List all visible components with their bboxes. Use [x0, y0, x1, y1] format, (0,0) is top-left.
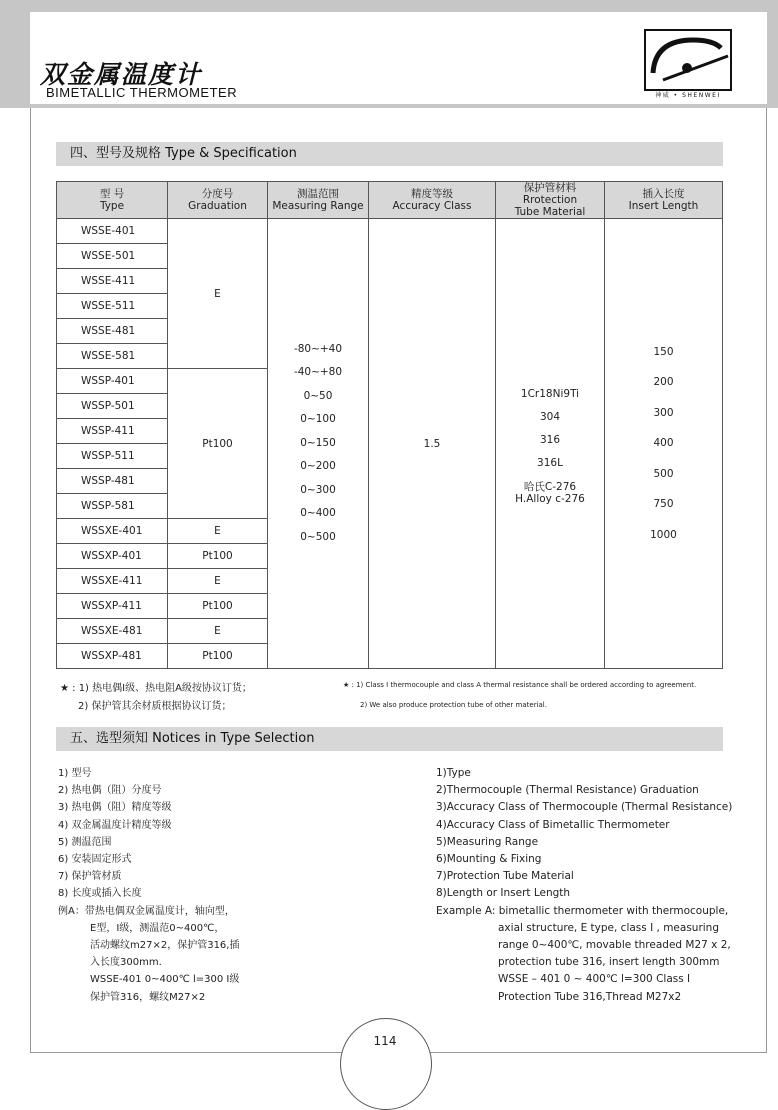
list-item: 5)Measuring Range [436, 835, 539, 848]
notice-list-cn [58, 765, 239, 1006]
note-cn-1: ★ : 1) 热电偶Ⅰ级、热电阻A级按协议订货； [60, 683, 252, 694]
list-item: 6) 安装固定形式 [58, 854, 132, 866]
length-value: 750 [653, 498, 674, 511]
notice-list-en [436, 765, 732, 1006]
type-cell: WSSP-411 [57, 419, 168, 444]
graduation-cell: E [168, 219, 268, 369]
type-cell: WSSXE-481 [57, 619, 168, 644]
type-cell: WSSE-481 [57, 319, 168, 344]
section-title-notices: 五、选型须知 Notices in Type Selection [70, 731, 315, 746]
range-value: 0~300 [300, 483, 336, 496]
type-cell: WSSE-511 [57, 294, 168, 319]
length-value: 400 [653, 437, 674, 450]
example-line: 入长度300mm. [90, 957, 162, 969]
length-value: 1000 [650, 528, 677, 541]
example-line: 活动螺纹m27×2，保护管316,插 [90, 940, 240, 952]
type-cell: WSSE-501 [57, 244, 168, 269]
list-item: 4)Accuracy Class of Bimetallic Thermometer [436, 818, 670, 831]
length-value: 500 [653, 467, 674, 480]
type-cell: WSSXP-481 [57, 644, 168, 669]
list-item: 8)Length or Insert Length [436, 887, 571, 900]
list-item: 7)Protection Tube Material [436, 870, 574, 883]
range-value: 0~100 [300, 413, 336, 426]
example-line: axial structure, E type, class I , measuring [498, 921, 719, 934]
accuracy-cell: 1.5 [369, 219, 496, 669]
graduation-cell: Pt100 [168, 369, 268, 519]
graduation-cell: E [168, 519, 268, 544]
material-value: 316 [539, 433, 561, 446]
type-cell: WSSP-511 [57, 444, 168, 469]
list-item: 3) 热电偶（阻）精度等级 [58, 802, 172, 814]
example-line: 保护管316，螺纹M27×2 [90, 991, 206, 1003]
material-value: H.Alloy c-276 [515, 492, 585, 505]
length-value: 200 [653, 376, 674, 389]
example-line: protection tube 316, insert length 300mm [498, 956, 720, 969]
note-en-2: 2) We also produce protection tube of other material. [360, 701, 547, 709]
material-value: 304 [539, 410, 561, 423]
range-value: 0~500 [300, 530, 336, 543]
material-value: 316L [537, 456, 563, 469]
page-number-circle [340, 1018, 432, 1110]
list-item: 4) 双金属温度计精度等级 [58, 819, 172, 831]
type-cell: WSSP-581 [57, 494, 168, 519]
list-item: 6)Mounting & Fixing [436, 853, 542, 866]
section-bar-notices [56, 727, 723, 751]
example-line: WSSE – 401 0 ~ 400℃ l=300 Class I [498, 973, 691, 986]
logo-text: 神威 • SHENWEI [655, 92, 721, 99]
graduation-cell: Pt100 [168, 544, 268, 569]
note-cn-2: 2) 保护管其余材质根据协议订货； [78, 701, 232, 712]
graduation-cell: Pt100 [168, 594, 268, 619]
col-header-accuracy: 精度等级 Accuracy Class [369, 182, 496, 219]
list-item: 1)Type [436, 767, 471, 779]
col-header-length: 插入长度 Insert Length [605, 182, 723, 219]
range-value: 0~200 [300, 460, 336, 473]
type-cell: WSSXP-411 [57, 594, 168, 619]
range-value: -80~+40 [293, 342, 343, 355]
col-header-type: 型 号 Type [57, 182, 168, 219]
page-number: 114 [373, 1034, 397, 1048]
graduation-cell: E [168, 569, 268, 594]
type-cell: WSSXE-401 [57, 519, 168, 544]
range-value: -40~+80 [293, 366, 343, 379]
example-line: range 0~400℃, movable threaded M27 x 2, [498, 939, 731, 952]
list-item: 8) 长度或插入长度 [58, 888, 142, 900]
list-item: 2)Thermocouple (Thermal Resistance) Graduation [436, 784, 699, 797]
material-value: 1Cr18Ni9Ti [520, 387, 580, 400]
list-item: 5) 测温范围 [58, 836, 112, 848]
page-title-en: BIMETALLIC THERMOMETER [46, 85, 238, 100]
type-cell: WSSE-401 [57, 219, 168, 244]
example-label: 例A：带热电偶双金属温度计，轴向型， [58, 905, 235, 917]
material-value: 哈氏C-276 [523, 480, 577, 493]
section-title-spec: 四、型号及规格 Type & Specification [70, 146, 297, 161]
list-item: 3)Accuracy Class of Thermocouple (Thermal Resistance) [436, 801, 733, 814]
example-line: WSSE-401 0~400℃ l=300 Ⅰ级 [90, 974, 240, 986]
type-cell: WSSXP-401 [57, 544, 168, 569]
graduation-cell: Pt100 [168, 644, 268, 669]
type-cell: WSSXE-411 [57, 569, 168, 594]
graduation-cell: E [168, 619, 268, 644]
type-cell: WSSE-581 [57, 344, 168, 369]
type-cell: WSSP-481 [57, 469, 168, 494]
range-cell [268, 219, 369, 669]
section-bar-spec [56, 142, 723, 166]
type-cell: WSSP-401 [57, 369, 168, 394]
example-line: Protection Tube 316,Thread M27x2 [498, 990, 682, 1003]
range-value: 0~150 [300, 436, 336, 449]
range-value: 0~400 [300, 507, 336, 520]
range-value: 0~50 [303, 389, 333, 402]
length-value: 300 [653, 406, 674, 419]
list-item: 1) 型号 [58, 768, 92, 779]
col-header-range: 测温范围 Measuring Range [268, 182, 369, 219]
length-cell [605, 219, 723, 669]
spec-table [56, 181, 723, 669]
col-header-graduation: 分度号 Graduation [168, 182, 268, 219]
page-title-cn: 双金属温度计 [40, 60, 203, 89]
table-row [57, 219, 723, 244]
list-item: 7) 保护管材质 [58, 871, 122, 883]
note-en-1: ★ : 1) Class I thermocouple and class A thermal resistance shall be ordered according to agreement. [343, 681, 697, 689]
list-item: 2) 热电偶（阻）分度号 [58, 785, 162, 797]
type-cell: WSSE-411 [57, 269, 168, 294]
material-cell [496, 219, 605, 669]
col-header-material: 保护管材料 Rrotection Tube Material [496, 182, 605, 219]
type-cell: WSSP-501 [57, 394, 168, 419]
length-value: 150 [653, 345, 674, 358]
example-line: E型，Ⅰ级，测温范0~400℃， [90, 922, 225, 934]
example-label: Example A: bimetallic thermometer with thermocouple, [436, 904, 729, 917]
table-header-row [57, 182, 723, 219]
